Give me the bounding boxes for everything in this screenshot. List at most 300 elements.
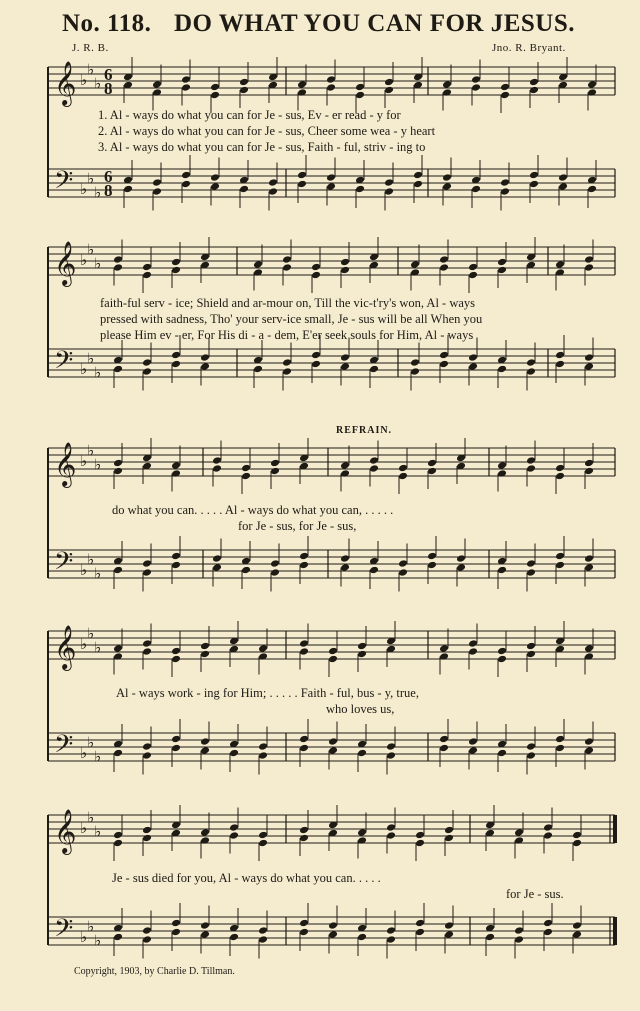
notehead [439, 644, 449, 653]
treble-clef-icon: 𝄞 [54, 625, 77, 669]
notehead [328, 647, 338, 656]
notehead [500, 187, 510, 196]
notehead [357, 933, 367, 942]
notehead [468, 362, 478, 371]
notehead [297, 171, 307, 180]
notehead [558, 182, 568, 191]
flat-sign-icon: ♭ [87, 808, 95, 827]
notehead [584, 467, 594, 476]
notehead [526, 650, 536, 659]
notehead [500, 83, 510, 92]
notehead [558, 173, 568, 182]
notehead [555, 260, 565, 269]
notehead [386, 823, 396, 832]
notehead [200, 930, 210, 939]
notehead [529, 180, 539, 189]
notehead [142, 559, 152, 568]
notehead [239, 86, 249, 95]
notehead [326, 182, 336, 191]
notehead [268, 187, 278, 196]
notehead [258, 751, 268, 760]
notehead [200, 921, 210, 930]
notehead [210, 83, 220, 92]
notehead [299, 552, 309, 561]
notehead [258, 839, 268, 848]
notehead [529, 171, 539, 180]
notehead [543, 823, 553, 832]
notehead [514, 926, 524, 935]
notehead [456, 563, 466, 572]
notehead [357, 828, 367, 837]
lyricist-credit: J. R. B. [72, 42, 109, 54]
notehead [584, 644, 594, 653]
notehead [514, 828, 524, 837]
flat-sign-icon: ♭ [80, 561, 88, 579]
lyric-verse-3-line-1: 3. Al - ways do what you can for Je - sus, Faith - ful, striv - ing to [98, 140, 426, 154]
notehead [439, 263, 449, 272]
notehead [142, 826, 152, 835]
notehead [311, 360, 321, 369]
notehead [526, 367, 536, 376]
notehead [152, 80, 162, 89]
notehead [442, 173, 452, 182]
notehead [171, 647, 181, 656]
notehead [357, 749, 367, 758]
notehead [152, 187, 162, 196]
notehead [555, 552, 565, 561]
notehead [587, 80, 597, 89]
notehead [572, 921, 582, 930]
notehead [171, 461, 181, 470]
bass-clef-icon: 𝄢 [54, 346, 74, 381]
notehead [514, 935, 524, 944]
notehead [355, 83, 365, 92]
notehead [384, 187, 394, 196]
flat-sign-icon: ♭ [87, 624, 95, 643]
flat-sign-icon: ♭ [80, 635, 88, 653]
notehead [410, 358, 420, 367]
notehead [171, 561, 181, 570]
flat-sign-icon: ♭ [80, 819, 88, 837]
notehead [572, 839, 582, 848]
notehead [258, 742, 268, 751]
notehead [200, 746, 210, 755]
notehead [500, 91, 510, 100]
notehead [497, 749, 507, 758]
notehead [258, 935, 268, 944]
refrain-label: REFRAIN. [336, 425, 393, 436]
notehead [200, 362, 210, 371]
notehead [258, 926, 268, 935]
notehead [200, 737, 210, 746]
notehead [181, 83, 191, 92]
notehead [328, 737, 338, 746]
notehead [439, 744, 449, 753]
notehead [340, 554, 350, 563]
notehead [584, 746, 594, 755]
notehead [142, 263, 152, 272]
notehead [468, 647, 478, 656]
notehead [142, 639, 152, 648]
flat-sign-icon: ♭ [80, 452, 88, 470]
notehead [413, 180, 423, 189]
notehead [529, 78, 539, 87]
notehead [384, 86, 394, 95]
notehead [212, 464, 222, 473]
notehead [427, 561, 437, 570]
notehead [268, 178, 278, 187]
flat-sign-icon: ♭ [80, 744, 88, 762]
notehead [142, 935, 152, 944]
lyric-refrain-line-2: Al - ways work - ing for Him; . . . . . Faith - ful, bus - y, true, [116, 686, 419, 700]
notehead [584, 255, 594, 264]
notehead [529, 86, 539, 95]
notehead [200, 828, 210, 837]
notehead [471, 185, 481, 194]
notehead [299, 834, 309, 843]
treble-clef-icon: 𝄞 [54, 442, 77, 486]
notehead [297, 180, 307, 189]
flat-sign-icon: ♭ [94, 254, 102, 273]
notehead [543, 919, 553, 928]
notehead [584, 554, 594, 563]
notehead [229, 831, 239, 840]
notehead [444, 921, 454, 930]
notehead [311, 263, 321, 272]
flat-sign-icon: ♭ [80, 180, 88, 198]
notehead [555, 360, 565, 369]
notehead [200, 353, 210, 362]
notehead [239, 185, 249, 194]
notehead [299, 744, 309, 753]
notehead [241, 472, 251, 481]
notehead [113, 459, 123, 468]
notehead [311, 351, 321, 360]
lyric-verse-2-line-1: 2. Al - ways do what you can for Je - sus, Cheer some wea - y heart [98, 124, 436, 138]
notehead [584, 362, 594, 371]
flat-sign-icon: ♭ [94, 183, 102, 202]
bass-clef-icon: 𝄢 [54, 914, 74, 949]
notehead [555, 351, 565, 360]
notehead [386, 751, 396, 760]
flat-sign-icon: ♭ [94, 931, 102, 950]
notehead [239, 78, 249, 87]
notehead [497, 461, 507, 470]
notehead [584, 563, 594, 572]
lyric-verse-1-line-1: 1. Al - ways do what you can for Je - sus, Ev - er read - y for [98, 108, 401, 122]
notehead [340, 362, 350, 371]
notehead [386, 935, 396, 944]
notehead [142, 751, 152, 760]
notehead [200, 650, 210, 659]
notehead [282, 367, 292, 376]
notehead [572, 930, 582, 939]
notehead [584, 459, 594, 468]
notehead [113, 365, 123, 374]
notehead [212, 456, 222, 465]
notehead [497, 266, 507, 275]
notehead [299, 561, 309, 570]
notehead [340, 258, 350, 267]
lyric-verse-1-line-2: faith-ful serv - ice; Shield and ar-mour on, Till the vic-t'ry's won, Al - ways [100, 296, 476, 310]
notehead [142, 271, 152, 280]
notehead [253, 365, 263, 374]
flat-sign-icon: ♭ [94, 74, 102, 93]
notehead [444, 834, 454, 843]
notehead [181, 75, 191, 84]
notehead [152, 178, 162, 187]
notehead [384, 78, 394, 87]
notehead [299, 919, 309, 928]
notehead [181, 171, 191, 180]
notehead [357, 642, 367, 651]
flat-sign-icon: ♭ [94, 363, 102, 382]
flat-sign-icon: ♭ [80, 71, 88, 89]
notehead [384, 178, 394, 187]
notehead [299, 826, 309, 835]
notehead [497, 647, 507, 656]
notehead [340, 563, 350, 572]
notehead [439, 735, 449, 744]
notehead [171, 351, 181, 360]
notehead [444, 826, 454, 835]
notehead [410, 260, 420, 269]
flat-sign-icon: ♭ [87, 349, 95, 368]
notehead [572, 831, 582, 840]
flat-sign-icon: ♭ [87, 60, 95, 79]
notehead [142, 834, 152, 843]
treble-clef-icon: 𝄞 [54, 809, 77, 853]
notehead [369, 365, 379, 374]
notehead [386, 831, 396, 840]
notehead [468, 746, 478, 755]
notehead [584, 263, 594, 272]
lyric-refrain-echo-1: for Je - sus, for Je - sus, [238, 519, 357, 533]
notehead [398, 472, 408, 481]
notehead [355, 185, 365, 194]
time-signature-bottom: 8 [104, 79, 113, 98]
notehead [526, 568, 536, 577]
notehead [543, 831, 553, 840]
flat-sign-icon: ♭ [87, 169, 95, 188]
notehead [326, 173, 336, 182]
notehead [171, 552, 181, 561]
notehead [415, 831, 425, 840]
flat-sign-icon: ♭ [94, 564, 102, 583]
notehead [328, 655, 338, 664]
notehead [326, 75, 336, 84]
notehead [171, 744, 181, 753]
treble-clef-icon: 𝄞 [54, 241, 77, 285]
notehead [142, 926, 152, 935]
notehead [526, 742, 536, 751]
notehead [355, 91, 365, 100]
flat-sign-icon: ♭ [94, 822, 102, 841]
notehead [299, 647, 309, 656]
flat-sign-icon: ♭ [80, 251, 88, 269]
notehead [299, 735, 309, 744]
notehead [526, 751, 536, 760]
notehead [258, 831, 268, 840]
notehead [471, 75, 481, 84]
lyric-verse-2-line-2: pressed with sadness, Tho' your serv-ice small, Je - sus will be all When you [100, 312, 483, 326]
notehead [270, 459, 280, 468]
notehead [555, 472, 565, 481]
time-signature-top: 6 [104, 65, 113, 84]
notehead [471, 83, 481, 92]
notehead [415, 919, 425, 928]
notehead [171, 655, 181, 664]
notehead [500, 178, 510, 187]
flat-sign-icon: ♭ [87, 240, 95, 259]
notehead [210, 91, 220, 100]
notehead [210, 173, 220, 182]
notehead [427, 467, 437, 476]
notehead [497, 258, 507, 267]
notehead [555, 735, 565, 744]
flat-sign-icon: ♭ [94, 455, 102, 474]
notehead [171, 919, 181, 928]
notehead [212, 554, 222, 563]
notehead [282, 255, 292, 264]
notehead [442, 80, 452, 89]
bass-clef-icon: 𝄢 [54, 730, 74, 765]
notehead [113, 933, 123, 942]
lyric-refrain-line-3: Je - sus died for you, Al - ways do what you can. . . . . [112, 871, 381, 885]
notehead [398, 464, 408, 473]
lyric-refrain-echo-3: for Je - sus. [506, 887, 564, 901]
notehead [340, 461, 350, 470]
notehead [229, 823, 239, 832]
notehead [444, 930, 454, 939]
notehead [282, 358, 292, 367]
notehead [171, 928, 181, 937]
notehead [340, 266, 350, 275]
notehead [584, 353, 594, 362]
time-signature-bottom: 8 [104, 181, 113, 200]
copyright-notice: Copyright, 1903, by Charlie D. Tillman. [74, 966, 235, 977]
notehead [142, 742, 152, 751]
lyric-verse-3-line-2: please Him ev - er, For His di - a - dem, E'er seek souls for Him, Al - ways [100, 328, 474, 342]
notehead [415, 928, 425, 937]
notehead [326, 83, 336, 92]
notehead [181, 180, 191, 189]
notehead [328, 746, 338, 755]
notehead [555, 744, 565, 753]
flat-sign-icon: ♭ [87, 733, 95, 752]
notehead [241, 464, 251, 473]
notehead [270, 568, 280, 577]
notehead [439, 360, 449, 369]
notehead [113, 467, 123, 476]
notehead [584, 737, 594, 746]
notehead [200, 642, 210, 651]
notehead [311, 271, 321, 280]
notehead [555, 561, 565, 570]
notehead [427, 459, 437, 468]
notehead [497, 566, 507, 575]
flat-sign-icon: ♭ [80, 360, 88, 378]
notehead [369, 456, 379, 465]
hymn-title: DO WHAT YOU CAN FOR JESUS. [174, 10, 576, 37]
notehead [468, 737, 478, 746]
hymn-number: No. 118. [62, 10, 152, 37]
notehead [468, 263, 478, 272]
notehead [142, 367, 152, 376]
flat-sign-icon: ♭ [87, 550, 95, 569]
notehead [555, 464, 565, 473]
notehead [270, 467, 280, 476]
notehead [171, 735, 181, 744]
notehead [439, 351, 449, 360]
notehead [468, 353, 478, 362]
notehead [587, 185, 597, 194]
notehead [456, 554, 466, 563]
notehead [123, 185, 133, 194]
notehead [468, 271, 478, 280]
notehead [497, 655, 507, 664]
notehead [340, 353, 350, 362]
notehead [410, 367, 420, 376]
notehead [439, 255, 449, 264]
notehead [398, 568, 408, 577]
lyric-refrain-line-1: do what you can. . . . . Al - ways do what you can, . . . . . [112, 503, 394, 517]
notehead [526, 642, 536, 651]
flat-sign-icon: ♭ [94, 747, 102, 766]
notehead [427, 552, 437, 561]
notehead [142, 358, 152, 367]
notehead [113, 839, 123, 848]
flat-sign-icon: ♭ [87, 441, 95, 460]
notehead [113, 831, 123, 840]
notehead [113, 644, 123, 653]
notehead [386, 742, 396, 751]
notehead [171, 266, 181, 275]
notehead [212, 563, 222, 572]
notehead [171, 258, 181, 267]
notehead [526, 456, 536, 465]
notehead [270, 559, 280, 568]
notehead [229, 749, 239, 758]
notehead [253, 260, 263, 269]
notehead [142, 647, 152, 656]
treble-clef-icon: 𝄞 [54, 61, 77, 105]
notehead [113, 566, 123, 575]
notehead [229, 933, 239, 942]
notehead [113, 749, 123, 758]
notehead [468, 639, 478, 648]
notehead [485, 933, 495, 942]
notehead [369, 464, 379, 473]
notehead [369, 566, 379, 575]
notehead [328, 930, 338, 939]
notehead [171, 360, 181, 369]
notehead [526, 559, 536, 568]
bass-clef-icon: 𝄢 [54, 166, 74, 201]
notehead [210, 182, 220, 191]
composer-credit: Jno. R. Bryant. [492, 42, 566, 54]
notehead [442, 182, 452, 191]
notehead [258, 644, 268, 653]
notehead [113, 263, 123, 272]
notehead [328, 921, 338, 930]
notehead [386, 926, 396, 935]
flat-sign-icon: ♭ [94, 638, 102, 657]
flat-sign-icon: ♭ [80, 928, 88, 946]
notehead [398, 559, 408, 568]
notehead [543, 928, 553, 937]
lyric-refrain-echo-2: who loves us, [326, 702, 395, 716]
